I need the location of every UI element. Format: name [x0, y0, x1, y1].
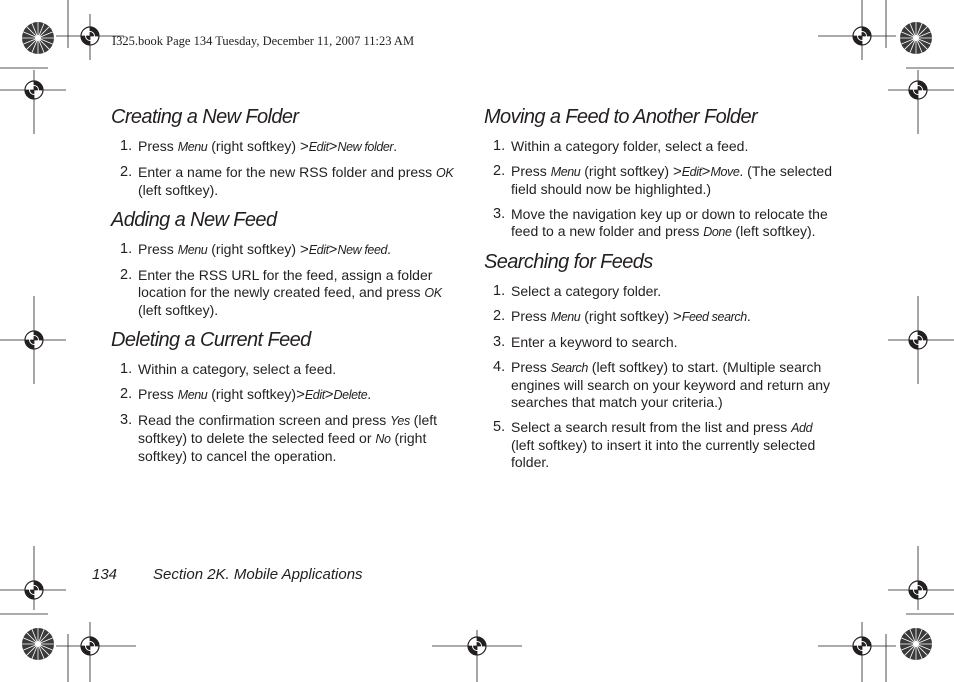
softkey-label: Edit — [681, 165, 702, 179]
step-number: 5. — [493, 419, 506, 435]
step-text: Within a category folder, select a feed. — [511, 138, 749, 154]
softkey-label: New folder — [337, 140, 394, 154]
page-footer — [92, 566, 363, 583]
step-number: 1. — [120, 241, 133, 257]
list-item — [484, 206, 836, 241]
list-item — [111, 138, 463, 156]
step-number: 2. — [120, 267, 133, 283]
arrow-glyph: > — [299, 241, 309, 258]
list-item — [111, 164, 463, 199]
softkey-label: OK — [436, 166, 454, 180]
list-item — [111, 386, 463, 404]
softkey-label: Edit — [308, 243, 329, 257]
steps-adding-feed — [111, 241, 463, 319]
step-text: (right softkey) — [207, 241, 300, 257]
step-text: . — [746, 308, 751, 324]
softkey-label: Done — [703, 225, 732, 239]
softkey-label: Menu — [550, 165, 581, 179]
softkey-label: Yes — [390, 414, 410, 428]
softkey-label: Edit — [304, 388, 325, 402]
softkey-label: No — [375, 432, 391, 446]
step-number: 1. — [493, 283, 506, 299]
step-text: Within a category, select a feed. — [138, 361, 337, 377]
softkey-label: Search — [550, 361, 588, 375]
step-text: Read the confirmation screen and press — [138, 412, 391, 428]
softkey-label: Delete — [333, 388, 368, 402]
step-text: (left softkey) to start. (Multiple search engines will search on your keyword and return any searches that match your criteria.) — [511, 359, 831, 410]
step-number: 1. — [493, 138, 506, 154]
right-column — [484, 104, 836, 479]
steps-deleting-feed — [111, 361, 463, 465]
step-text: (right softkey) to cancel the operation. — [138, 430, 427, 464]
softkey-label: Menu — [550, 310, 581, 324]
list-item — [111, 267, 463, 319]
list-item — [484, 419, 836, 471]
step-number: 3. — [493, 334, 506, 350]
step-number: 2. — [120, 164, 133, 180]
step-text: (right softkey) — [207, 138, 300, 154]
list-item — [484, 308, 836, 326]
step-text: (left softkey) to delete the selected feed or — [138, 412, 438, 446]
step-number: 4. — [493, 359, 506, 375]
arrow-glyph: > — [328, 138, 338, 155]
softkey-label: New feed — [337, 243, 388, 257]
softkey-label: Menu — [177, 243, 208, 257]
softkey-label: Menu — [177, 388, 208, 402]
list-item — [484, 163, 836, 198]
step-number: 1. — [120, 361, 133, 377]
step-text: (right softkey) — [207, 386, 297, 402]
section-title: Section 2K. Mobile Applications — [153, 566, 363, 583]
arrow-glyph: > — [672, 308, 682, 325]
arrow-glyph: > — [324, 386, 334, 403]
heading-adding-feed: Adding a New Feed — [111, 209, 277, 231]
step-number: 3. — [120, 412, 133, 428]
step-text: Press — [138, 138, 178, 154]
steps-searching-feeds — [484, 283, 836, 471]
step-number: 3. — [493, 206, 506, 222]
step-text: (left softkey). — [138, 182, 219, 198]
list-item — [484, 138, 836, 155]
softkey-label: Add — [791, 421, 813, 435]
step-text: . — [367, 386, 372, 402]
softkey-label: Menu — [177, 140, 208, 154]
step-text: . — [387, 241, 391, 257]
step-text: (left softkey). — [138, 302, 219, 318]
list-item — [484, 359, 836, 411]
steps-moving-feed — [484, 138, 836, 241]
list-item — [484, 283, 836, 300]
step-number: 2. — [493, 163, 506, 179]
heading-deleting-feed: Deleting a Current Feed — [111, 329, 311, 351]
step-text: Enter the RSS URL for the feed, assign a folder location for the newly created feed, and press — [138, 267, 433, 300]
step-text: (left softkey). — [731, 223, 816, 239]
step-text: (left softkey) to insert it into the currently selected folder. — [511, 437, 816, 470]
step-text: Press — [511, 359, 551, 375]
step-text: Enter a keyword to search. — [511, 334, 678, 350]
softkey-label: Feed search — [681, 310, 747, 324]
arrow-glyph: > — [328, 241, 338, 258]
step-text: Press — [138, 241, 178, 257]
heading-creating-folder: Creating a New Folder — [111, 106, 299, 128]
list-item — [111, 412, 463, 465]
step-number: 1. — [120, 138, 133, 154]
step-text: (right softkey) — [580, 308, 673, 324]
arrow-glyph: > — [701, 163, 711, 180]
step-text: Move the navigation key up or down to relocate the feed to a new folder and press — [511, 206, 828, 239]
steps-creating-folder — [111, 138, 463, 199]
step-text: (right softkey) — [580, 163, 673, 179]
softkey-label: Edit — [308, 140, 329, 154]
step-text: Press — [511, 308, 551, 324]
list-item — [484, 334, 836, 351]
softkey-label: OK — [424, 286, 442, 300]
heading-moving-feed: Moving a Feed to Another Folder — [484, 106, 758, 128]
arrow-glyph: > — [672, 163, 682, 180]
step-text: Enter a name for the new RSS folder and press — [138, 164, 437, 180]
softkey-label: Move — [710, 165, 740, 179]
step-number: 2. — [493, 308, 506, 324]
arrow-glyph: > — [299, 138, 309, 155]
step-number: 2. — [120, 386, 133, 402]
arrow-glyph: > — [296, 386, 305, 403]
step-text: . (The selected field should now be highlighted.) — [511, 163, 833, 197]
page-number: 134 — [92, 566, 118, 583]
list-item — [111, 241, 463, 259]
print-header: I325.book Page 134 Tuesday, December 11, 2007 11:23 AM — [112, 34, 415, 48]
step-text: Press — [138, 386, 178, 402]
step-text: . — [393, 138, 398, 154]
list-item — [111, 361, 463, 378]
step-text: Select a search result from the list and press — [511, 419, 792, 435]
left-column — [111, 104, 463, 473]
heading-searching-feeds: Searching for Feeds — [484, 251, 653, 273]
step-text: Select a category folder. — [511, 283, 662, 299]
step-text: Press — [511, 163, 551, 179]
